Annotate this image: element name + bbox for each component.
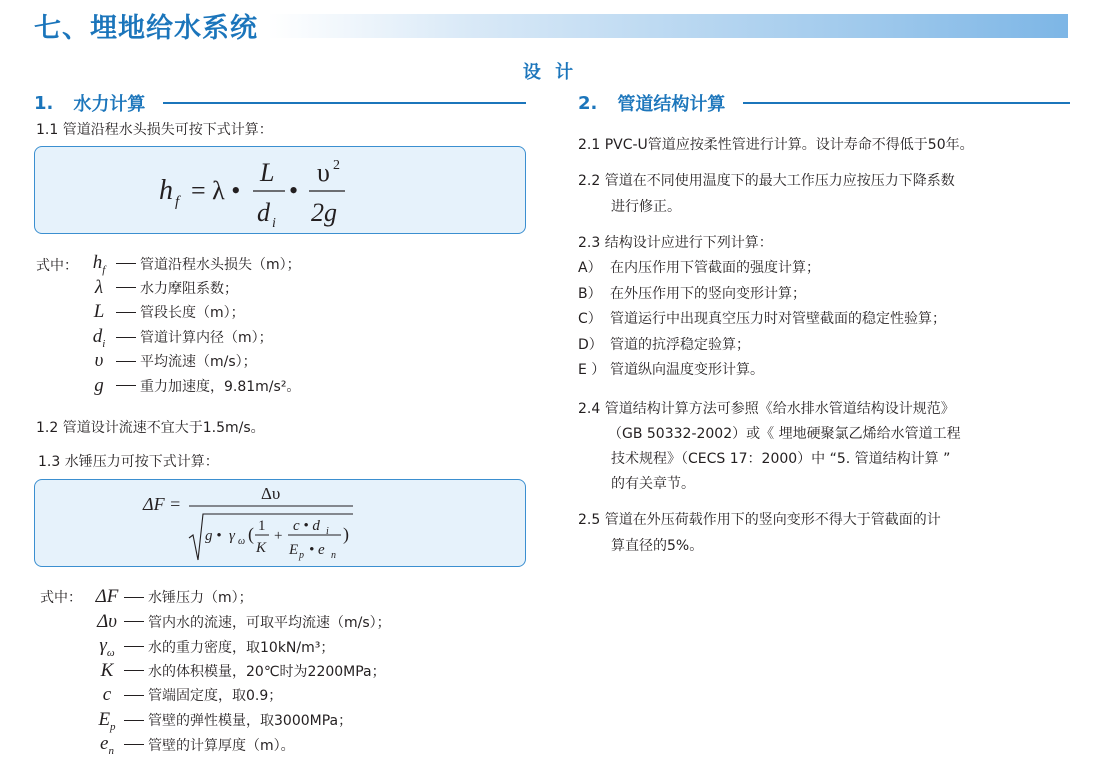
section-label: 水力计算 <box>73 94 146 115</box>
paragraph-2-1: 2.1 PVC-U管道应按柔性管进行计算。设计寿命不得低于50年。 <box>578 137 974 153</box>
variable-description: 水的重力密度，取10kN/m³； <box>148 639 335 656</box>
variable-description: 管壁的计算厚度（m）。 <box>148 737 295 754</box>
legend-row <box>84 326 273 350</box>
variable-description: 水的体积模量，20℃时为2200MPa； <box>148 663 386 680</box>
svg-text:c • d: c • d <box>293 518 320 534</box>
legend-dash <box>124 695 144 696</box>
legend-row <box>84 375 300 397</box>
svg-text:• e: • e <box>309 542 325 558</box>
formula-h: h <box>159 175 173 206</box>
legend-dash <box>124 621 144 622</box>
section-number: 1. <box>34 92 54 114</box>
paragraph-1-2: 1.2 管道设计流速不宜大于1.5m/s。 <box>36 420 265 436</box>
variable-symbol <box>84 277 114 299</box>
legend-row <box>84 301 245 323</box>
calculation-list-item <box>578 357 764 383</box>
variable-description: 管内水的流速，可取平均流速（m/s）； <box>148 614 391 631</box>
paragraph-2-4-line3: 技术规程》（CECS 17：2000）中 “5. 管道结构计算 ” <box>611 451 951 467</box>
symbol-subscript: n <box>108 744 114 757</box>
legend-row <box>84 252 301 276</box>
symbol-letter: ΔF <box>95 586 119 607</box>
legend-row <box>92 709 352 733</box>
legend-1-prefix: 式中： <box>36 258 78 274</box>
variable-description: 管端固定度，取0.9； <box>148 688 283 704</box>
symbol-letter: g <box>94 374 104 396</box>
calculation-list-item <box>578 306 946 332</box>
svg-text:): ) <box>343 524 349 544</box>
legend-dash <box>116 361 136 362</box>
symbol-letter: K <box>100 659 114 681</box>
formula-eq-lambda: = λ • <box>191 176 241 205</box>
head-loss-formula <box>35 147 525 233</box>
calculation-list-item <box>578 255 820 281</box>
formula-d-sub: i <box>272 216 276 231</box>
variable-description: 重力加速度，9.81m/s²。 <box>140 378 301 395</box>
section-heading-hydraulics <box>34 90 526 116</box>
variable-description: 平均流速（m/s）； <box>140 354 257 370</box>
item-text: 在内压作用下管截面的强度计算； <box>610 260 820 276</box>
variable-description: 管道计算内径（m）； <box>140 330 273 347</box>
formula-dot: • <box>289 176 299 205</box>
item-marker: B） <box>578 285 602 302</box>
symbol-subscript: ω <box>106 646 115 659</box>
legend-row <box>84 350 257 372</box>
variable-symbol <box>92 586 122 608</box>
legend-dash <box>116 337 136 338</box>
variable-symbol <box>92 660 122 682</box>
svg-text:+: + <box>274 528 283 544</box>
section-rule <box>743 102 1070 104</box>
formula-box-head-loss <box>34 146 526 234</box>
symbol-letter: h <box>92 252 103 273</box>
variable-symbol <box>92 635 122 659</box>
legend-dash <box>124 744 144 745</box>
svg-text:K: K <box>256 540 267 556</box>
symbol-subscript: i <box>102 337 106 350</box>
variable-symbol <box>84 375 114 397</box>
legend-dash <box>116 312 136 313</box>
legend-row <box>84 277 238 299</box>
section-label: 管道结构计算 <box>617 94 726 115</box>
variable-symbol <box>84 301 114 323</box>
variable-symbol <box>84 350 114 372</box>
symbol-letter: λ <box>94 276 104 298</box>
paragraph-1-1: 1.1 管道沿程水头损失可按下式计算： <box>36 122 273 138</box>
symbol-letter: L <box>93 301 105 322</box>
variable-symbol <box>92 684 122 706</box>
item-marker: D） <box>578 336 603 353</box>
calculation-list-item <box>578 332 750 358</box>
symbol-subscript: p <box>110 720 116 733</box>
variable-description: 管道沿程水头损失（m）； <box>140 256 301 273</box>
symbol-subscript: f <box>102 263 106 276</box>
legend-row <box>92 684 282 706</box>
formula-2g: 2g <box>311 198 337 227</box>
symbol-letter: E <box>98 708 111 730</box>
formula-h-sub: f <box>175 194 180 210</box>
legend-row <box>92 586 253 608</box>
svg-text:g •: g • <box>205 528 222 544</box>
item-text: 管道的抗浮稳定验算； <box>610 336 750 353</box>
symbol-letter: c <box>102 684 112 705</box>
paragraph-2-2-line1: 2.2 管道在不同使用温度下的最大工作压力应按压力下降系数 <box>578 173 955 189</box>
formula-square: 2 <box>333 158 340 173</box>
variable-description: 管壁的弹性模量，取3000MPa； <box>148 713 353 730</box>
variable-description: 水力摩阻系数； <box>140 280 238 297</box>
variable-description: 水锤压力（m）； <box>148 590 253 606</box>
variable-symbol <box>84 252 114 276</box>
paragraph-2-5-line1: 2.5 管道在外压荷载作用下的竖向变形不得大于管截面的计 <box>578 512 941 528</box>
item-text: 在外压作用下的竖向变形计算； <box>610 285 806 302</box>
water-hammer-formula <box>35 480 525 566</box>
legend-row <box>92 660 386 682</box>
legend-dash <box>124 720 144 721</box>
formula-box-water-hammer <box>34 479 526 567</box>
legend-row <box>92 733 295 757</box>
item-marker: A） <box>578 260 602 276</box>
variable-symbol <box>92 709 122 733</box>
legend-dash <box>116 385 136 386</box>
paragraph-2-5-line2: 算直径的5%。 <box>611 538 704 554</box>
symbol-letter: d <box>92 325 103 347</box>
symbol-letter: Δυ <box>97 610 117 632</box>
paragraph-2-2-line2: 进行修正。 <box>611 199 681 215</box>
page-title: 七、埋地给水系统 <box>34 13 258 44</box>
symbol-letter: e <box>100 733 109 754</box>
legend-dash <box>124 597 144 598</box>
legend-dash <box>116 287 136 288</box>
variable-symbol <box>92 733 122 757</box>
formula2-numerator: Δυ <box>261 484 281 503</box>
item-marker: C） <box>578 311 602 327</box>
variable-description: 管段长度（m）； <box>140 305 245 321</box>
section-number: 2. <box>578 92 598 114</box>
legend-dash <box>116 263 136 264</box>
legend-row <box>92 611 391 633</box>
symbol-letter: γ <box>99 635 107 656</box>
variable-symbol <box>84 326 114 350</box>
formula-nu: υ <box>317 158 330 187</box>
section-rule <box>163 102 526 104</box>
svg-text:1: 1 <box>258 518 266 534</box>
svg-text:ω: ω <box>238 536 246 547</box>
item-text: 管道运行中出现真空压力时对管壁截面的稳定性验算； <box>610 311 946 327</box>
svg-text:E: E <box>289 542 299 558</box>
legend-dash <box>124 670 144 671</box>
item-text: 管道纵向温度变形计算。 <box>610 362 764 378</box>
section-heading-structure <box>578 90 1070 116</box>
paragraph-2-4-line4: 的有关章节。 <box>611 476 695 492</box>
svg-text:n: n <box>331 550 336 561</box>
legend-2-prefix: 式中： <box>40 590 82 606</box>
section-subtitle: 设 计 <box>522 62 578 83</box>
symbol-letter: υ <box>94 350 104 371</box>
variable-symbol <box>92 611 122 633</box>
title-band <box>268 14 1068 38</box>
paragraph-2-3: 2.3 结构设计应进行下列计算： <box>578 235 773 251</box>
svg-text:(: ( <box>248 524 254 544</box>
formula-d: d <box>257 198 270 227</box>
legend-dash <box>124 646 144 647</box>
calculation-list-item <box>578 281 806 307</box>
paragraph-2-4-line1: 2.4 管道结构计算方法可参照《给水排水管道结构设计规范》 <box>578 401 955 417</box>
svg-text:p: p <box>299 550 304 561</box>
legend-row <box>92 635 334 659</box>
svg-text:i: i <box>326 526 329 537</box>
formula2-lhs: ΔF = <box>143 494 182 514</box>
paragraph-2-4-line2: （GB 50332-2002）或《 埋地硬聚氯乙烯给水管道工程 <box>608 426 961 442</box>
formula-L: L <box>260 158 275 187</box>
paragraph-1-3: 1.3 水锤压力可按下式计算： <box>38 454 219 470</box>
svg-text:γ: γ <box>229 528 235 544</box>
item-marker: E ） <box>578 362 606 378</box>
